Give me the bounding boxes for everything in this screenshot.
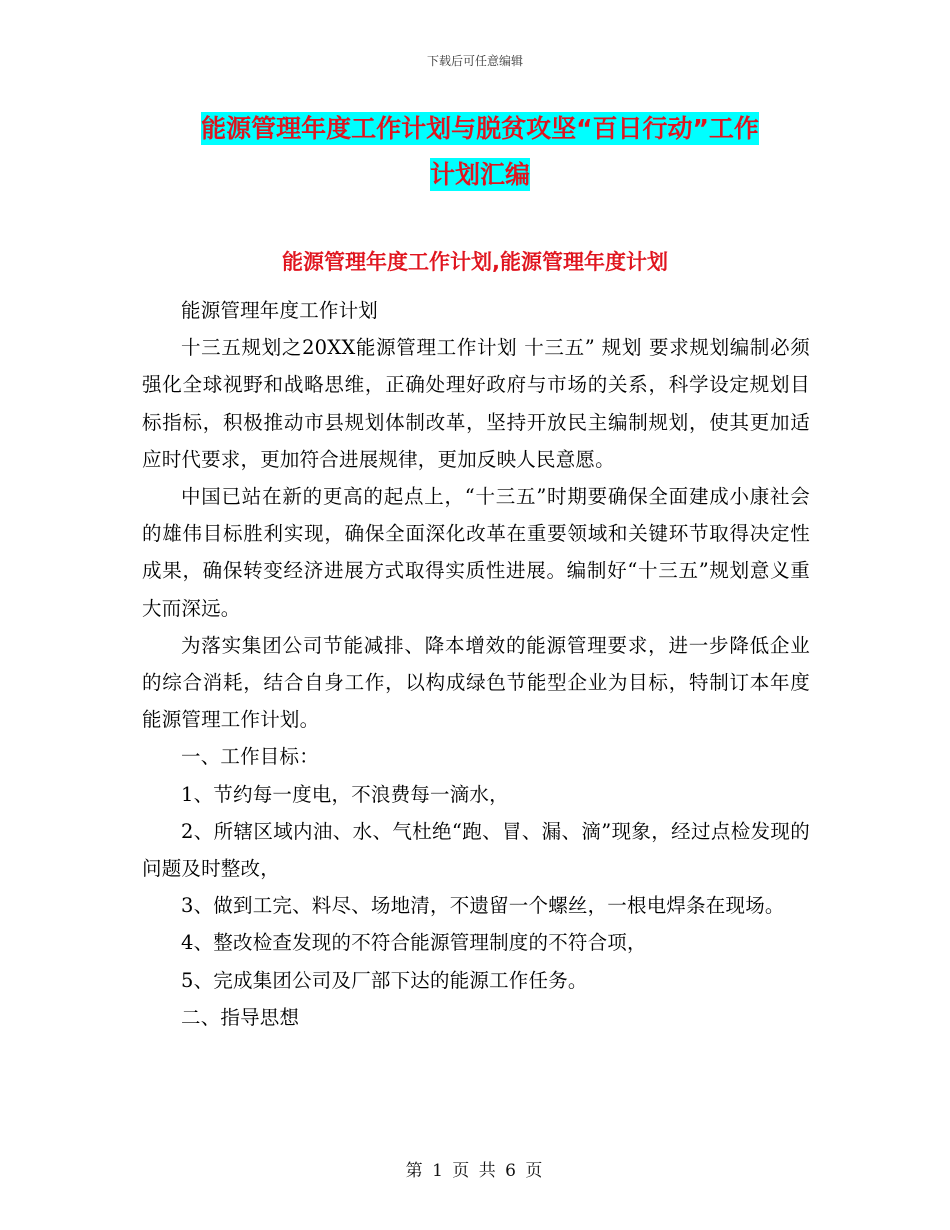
paragraph: 4、整改检查发现的不符合能源管理制度的不符合项， bbox=[181, 931, 647, 955]
paragraph: 为落实集团公司节能减排、降本增效的能源管理要求，进一步降低企业的综合消耗，结合自身工作，以构成绿色节能型企业为目标，特制订本年度能源管理工作计划。 bbox=[142, 633, 810, 732]
paragraph: 二、指导思想 bbox=[181, 1005, 300, 1029]
document-body bbox=[142, 292, 810, 1036]
paragraph: 十三五规划之20XX能源管理工作计划 十三五” 规划 要求规划编制必须强化全球视野和战略思维，正确处理好政府与市场的关系，科学设定规划目标指标，积极推动市县规划体制改革，坚持开放民主编制规划，使其更加适应时代要求，更加符合进展规律，更加反映人民意愿。 bbox=[142, 336, 810, 471]
page-number: 第 1 页 共 6 页 bbox=[405, 1161, 545, 1181]
paragraph: 2、所辖区域内油、水、气杜绝“跑、冒、漏、滴”现象，经过点检发现的问题及时整改， bbox=[142, 819, 810, 881]
title-line-1: 能源管理年度工作计划与脱贫攻坚“百日行动”工作 bbox=[201, 114, 759, 143]
paragraph: 一、工作目标： bbox=[181, 745, 319, 769]
document-title bbox=[140, 106, 820, 198]
section-title: 能源管理年度工作计划,能源管理年度计划 bbox=[282, 250, 668, 274]
paragraph: 5、完成集团公司及厂部下达的能源工作任务。 bbox=[181, 968, 588, 992]
page-header: 下载后可任意编辑 bbox=[426, 54, 523, 68]
paragraph: 3、做到工完、料尽、场地清，不遗留一个螺丝，一根电焊条在现场。 bbox=[181, 894, 785, 918]
paragraph: 1、节约每一度电，不浪费每一滴水， bbox=[181, 782, 509, 806]
paragraph: 中国已站在新的更高的起点上，“十三五”时期要确保全面建成小康社会的雄伟目标胜利实现，确保全面深化改革在重要领域和关键环节取得决定性成果，确保转变经济进展方式取得实质性进展。编制好“十三五”规划意义重大而深远。 bbox=[142, 485, 810, 620]
paragraph: 能源管理年度工作计划 bbox=[181, 299, 379, 322]
title-line-2: 计划汇编 bbox=[429, 160, 530, 189]
